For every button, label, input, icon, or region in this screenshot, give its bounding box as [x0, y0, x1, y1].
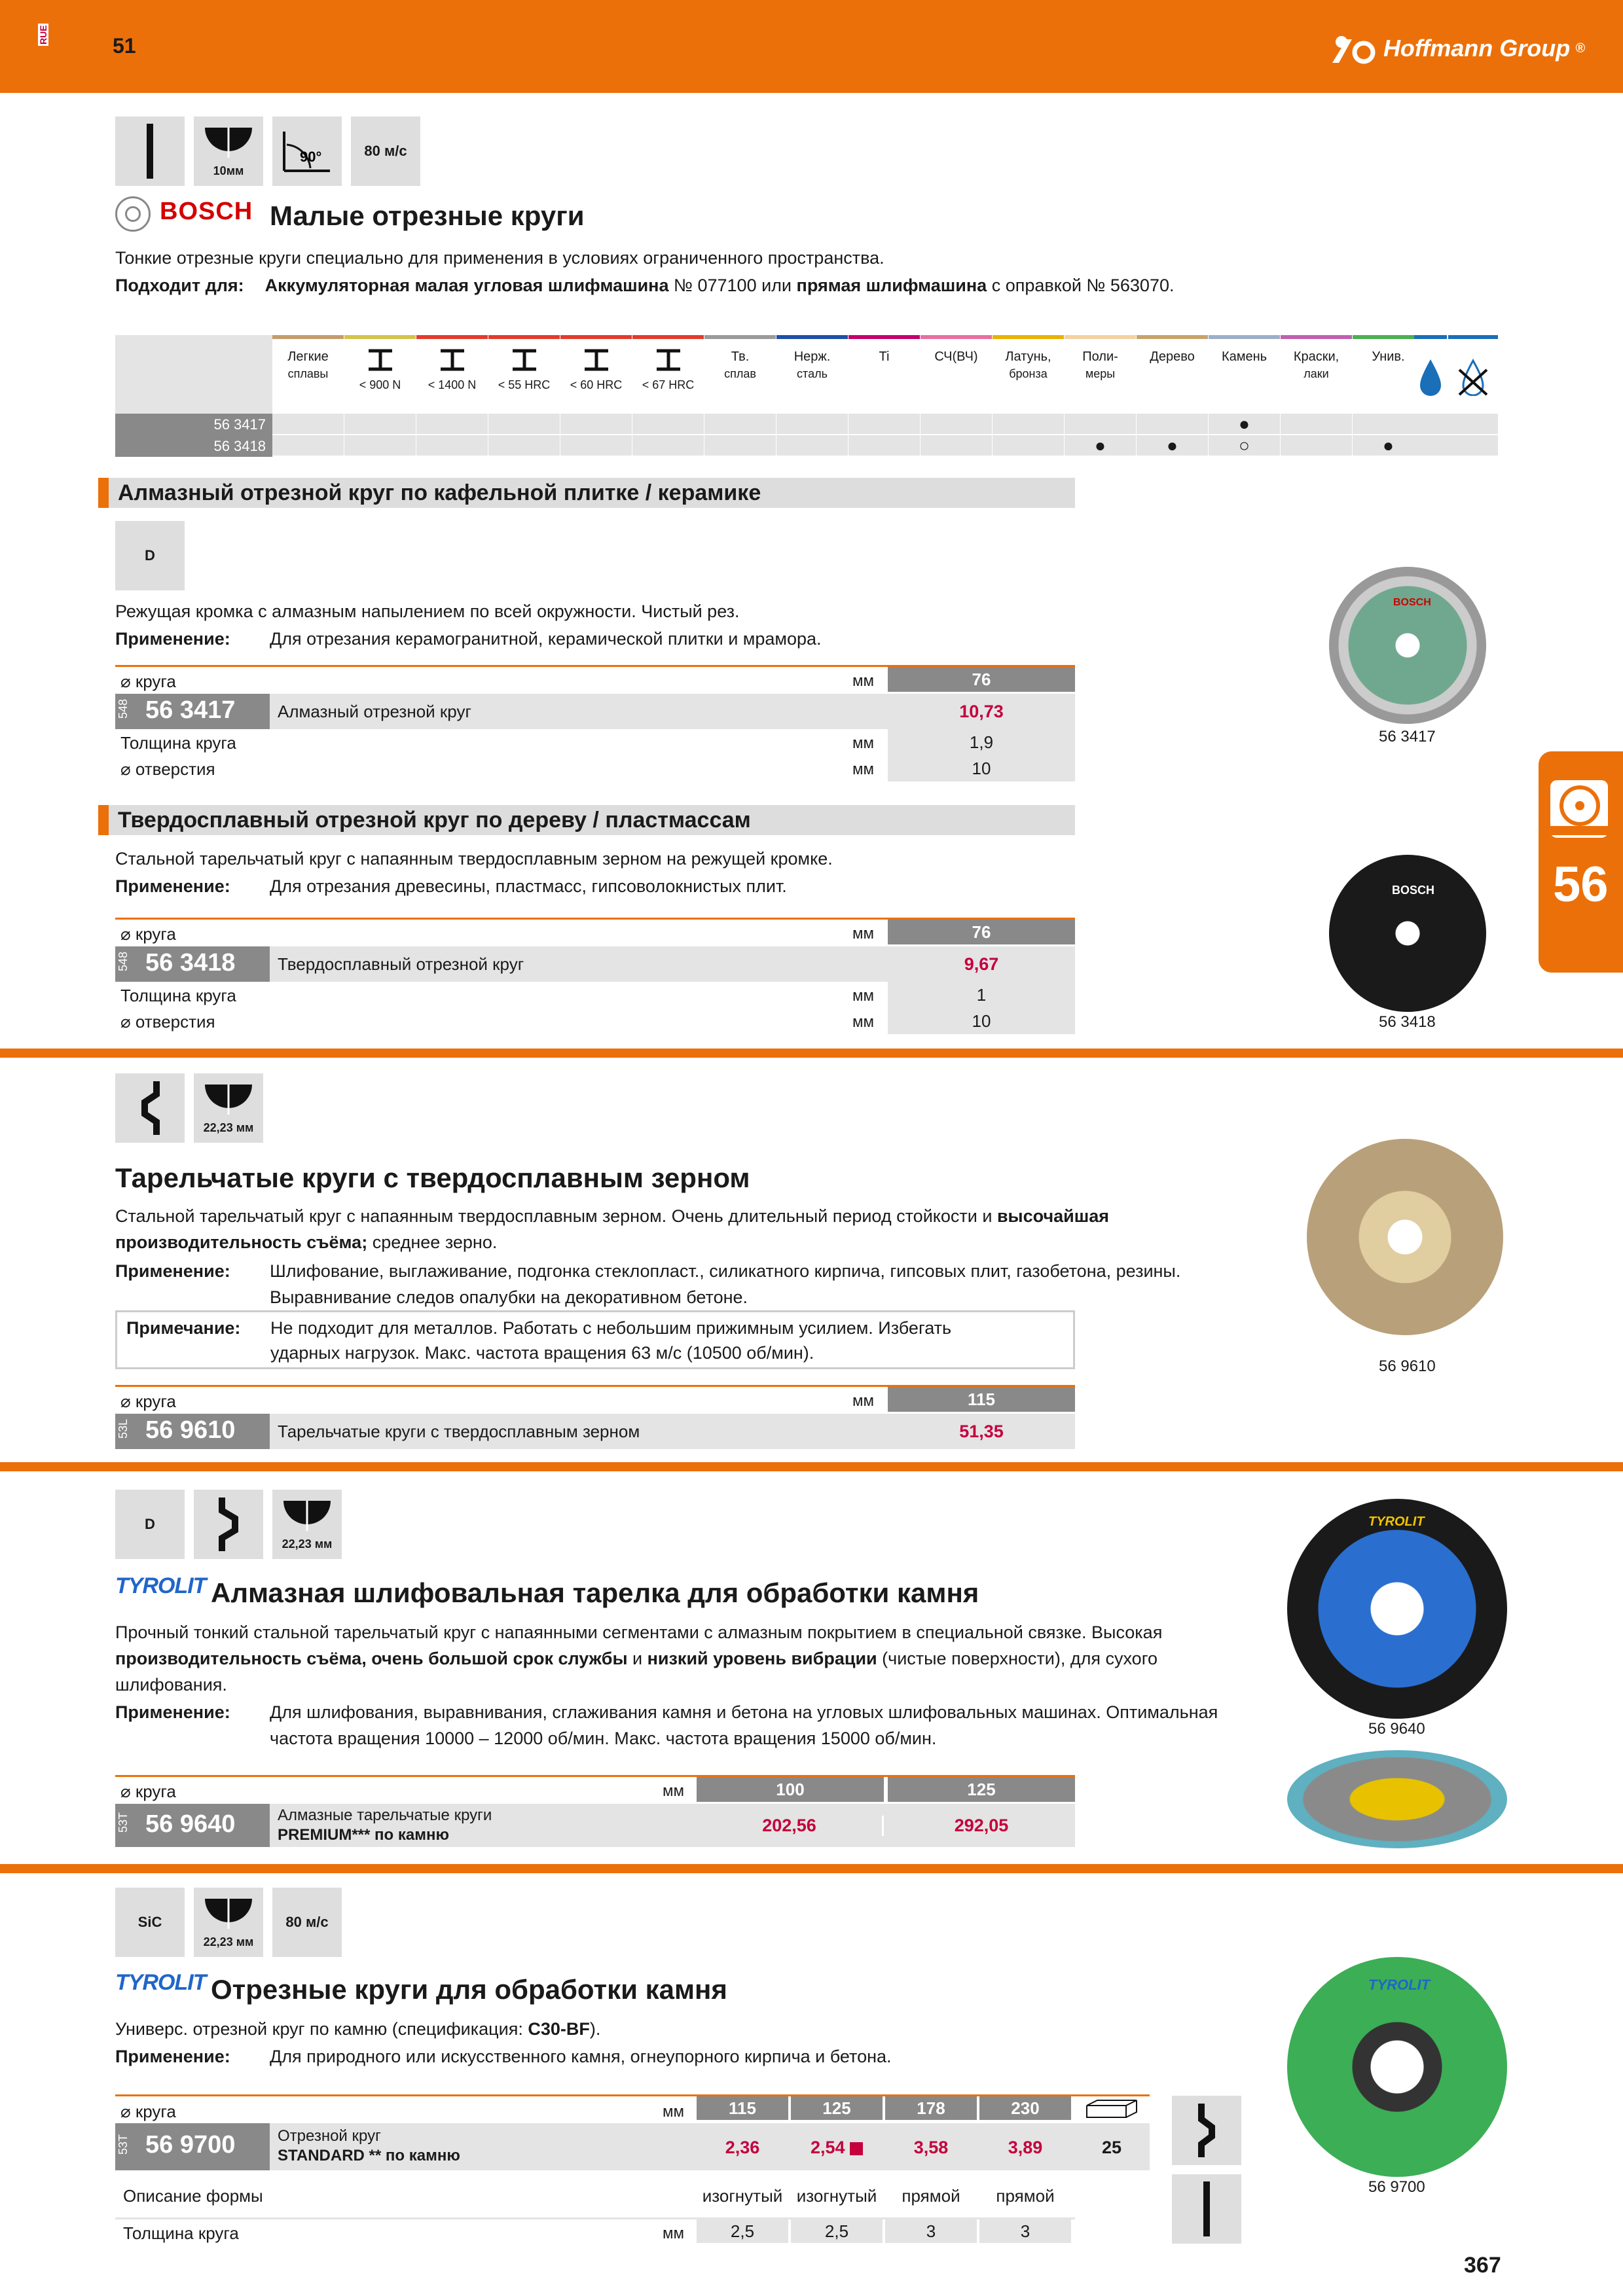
matrix-header-bottom: < 60 HRC	[570, 378, 623, 391]
matrix-header-cell	[272, 335, 344, 414]
section-description: Стальной тарельчатый круг с напаянным твердосплавным зерном на режущей кромке.	[115, 849, 833, 869]
svg-text:90°: 90°	[300, 149, 322, 165]
steel-beam-icon	[582, 348, 611, 372]
matrix-cell	[344, 435, 416, 456]
table-row: Толщина круга мм 1	[115, 982, 1075, 1008]
matrix-cell	[848, 435, 920, 456]
section-title: Тарельчатые круги с твердосплавным зерном	[115, 1162, 750, 1193]
matrix-cell	[632, 435, 704, 456]
image-caption: 56 3418	[1379, 1013, 1436, 1031]
carbide-grit-disc-image	[1307, 1139, 1503, 1335]
table-header-row: ⌀ круга мм 100 125	[115, 1775, 1075, 1804]
matrix-cell	[776, 414, 848, 434]
depressed-shape-icon	[1172, 2096, 1241, 2165]
matrix-cell	[993, 414, 1064, 434]
chapter-number: 56	[1553, 857, 1609, 912]
table-row[interactable]: 53T 56 9640 Алмазные тарельчатые круги PREMIUM*** по камню 202,56 292,05	[115, 1804, 1075, 1847]
matrix-header-bottom: < 67 HRC	[642, 378, 695, 391]
flat-shape-icon	[1172, 2174, 1241, 2244]
suitability-mark: ●	[1209, 414, 1280, 434]
steel-beam-icon	[438, 348, 467, 372]
language-code: RUE	[38, 25, 48, 45]
suitability-mark: ○	[1209, 435, 1280, 456]
fits-for: Подходит для: Аккумуляторная малая угловая шлифмашина № 077100 или прямая шлифмашина с оправкой № 563070.	[115, 276, 1175, 295]
page-number-left: 51	[113, 34, 136, 58]
page-number-right: 367	[1464, 2253, 1501, 2278]
matrix-header-bottom: сплавы	[287, 367, 329, 380]
section-title: Отрезные круги для обработки камня	[211, 1974, 727, 2005]
matrix-header-cell	[1065, 335, 1136, 414]
depressed-center-icon	[115, 1073, 185, 1143]
matrix-header-bottom: < 1400 N	[428, 378, 477, 391]
cup-shape-icon	[194, 1490, 263, 1559]
matrix-cell	[1065, 414, 1136, 434]
article-cell: 53T 56 9640	[115, 1804, 270, 1847]
steel-beam-icon	[510, 348, 539, 372]
matrix-header-bottom: лаки	[1304, 367, 1329, 380]
matrix-header-cell	[560, 335, 632, 414]
diamond-icon: D	[115, 521, 185, 590]
table-header-row: ⌀ круга мм 115 125 178 230	[115, 2094, 1150, 2123]
matrix-header-cell	[1353, 335, 1424, 414]
matrix-cell	[776, 435, 848, 456]
table-row[interactable]: 53T 56 9700 Отрезной круг STANDARD ** по камню 2,36 2,54 3,58 3,89 25	[115, 2123, 1150, 2170]
matrix-cell	[416, 435, 488, 456]
section-description: Универс. отрезной круг по камню (спецификация: C30-BF).	[115, 2019, 601, 2039]
speed-icon: 80 м/с	[272, 1888, 342, 1957]
matrix-header-cell	[848, 335, 920, 414]
subsection-title: Твердосплавный отрезной круг по дереву / пластмассам	[98, 805, 1075, 835]
matrix-cell	[272, 414, 344, 434]
matrix-header-cell	[1137, 335, 1208, 414]
article-cell: 53T 56 9700	[115, 2123, 270, 2170]
steel-beam-icon	[654, 348, 683, 372]
matrix-header-top: Нерж.	[793, 350, 831, 364]
bore-size: 10мм	[213, 164, 244, 177]
section-description: Стальной тарельчатый круг с напаянным твердосплавным зерном. Очень длительный период стойкости и высочайшая производительность съёма; среднее зерно.	[115, 1206, 1110, 1252]
application-text: Для отрезания керамогранитной, керамической плитки и мрамора.	[270, 629, 822, 649]
matrix-extra-cells	[1414, 414, 1498, 457]
table-row[interactable]: 548 56 3418 Твердосплавный отрезной круг 9,67	[115, 946, 1075, 982]
matrix-header-cell	[776, 335, 848, 414]
application: Применение:	[115, 629, 230, 649]
brand-tyrolit: TYROLIT	[115, 1573, 206, 1598]
table-header-row: ⌀ круга мм 76	[115, 918, 1075, 946]
matrix-header-top: Камень	[1221, 350, 1267, 364]
suitability-mark: ●	[1353, 435, 1424, 456]
matrix-header-cell	[704, 335, 776, 414]
matrix-header-bottom: < 900 N	[359, 378, 401, 391]
matrix-header-top: Ti	[879, 350, 890, 364]
matrix-cell	[560, 414, 632, 434]
package-icon	[1074, 2098, 1146, 2121]
application: Применение:	[115, 2047, 230, 2066]
table-row[interactable]: 548 56 3417 Алмазный отрезной круг 10,73	[115, 694, 1075, 729]
subsection-title: Алмазный отрезной круг по кафельной плитке / керамике	[98, 478, 1075, 508]
matrix-cell	[344, 414, 416, 434]
application-text: Для шлифования, выравнивания, сглаживания камня и бетона на угловых шлифовальных машинах. Оптимальная частота вращения 10000 – 12000 об/мин. Макс. частота вращения 15000 об/мин.	[270, 1702, 1218, 1748]
bosch-logo-icon	[115, 196, 151, 232]
matrix-header-cell	[632, 335, 704, 414]
brand-tyrolit: TYROLIT	[115, 1970, 206, 1995]
speed-icon	[351, 117, 420, 186]
price-with-marker: 2,54	[791, 2138, 883, 2158]
diamond-cup-disc-image: TYROLIT	[1287, 1499, 1507, 1719]
table-row: Описание формы изогнутый изогнутый прямой прямой	[123, 2186, 1055, 2206]
matrix-row-art: 56 3418	[115, 435, 272, 457]
table-header-row: ⌀ круга мм 76	[115, 665, 1075, 694]
stone-cutting-disc-image: TYROLIT	[1287, 1957, 1507, 2177]
logo-reg: ®	[1575, 41, 1585, 56]
section-divider	[0, 1462, 1623, 1471]
section-description: Прочный тонкий стальной тарельчатый круг с напаянными сегментами с алмазным покрытием в специальной связке. Высокая производительность съёма, очень большой срок службы и низкий уровень вибрации (чистые поверхности), для сухого шлифования.	[115, 1623, 1163, 1695]
application: Применение:	[115, 1702, 230, 1722]
section-divider	[0, 1864, 1623, 1873]
logo-text: Hoffmann Group	[1383, 35, 1571, 62]
bore-icon: 22,23 мм	[272, 1490, 342, 1559]
matrix-header-bottom: сталь	[797, 367, 828, 380]
matrix-header-bottom: < 55 HRC	[498, 378, 551, 391]
bore-icon	[194, 117, 263, 186]
matrix-header-cell	[993, 335, 1064, 414]
table-header-row: ⌀ круга мм 115	[115, 1385, 1075, 1414]
matrix-cell	[704, 414, 776, 434]
matrix-cell	[921, 414, 992, 434]
chapter-tab[interactable]	[1539, 751, 1623, 973]
image-caption: 56 3417	[1379, 728, 1436, 745]
matrix-corner	[115, 335, 272, 414]
table-row: Толщина круга мм 2,5 2,5 3 3	[115, 2217, 1075, 2244]
diamond-cup-side-image	[1287, 1750, 1507, 1848]
thin-disc-icon	[115, 117, 185, 186]
matrix-cell	[560, 435, 632, 456]
matrix-header-cell	[921, 335, 992, 414]
matrix-cell	[921, 435, 992, 456]
table-row[interactable]: 53L 56 9610 Тарельчатые круги с твердосплавным зерном 51,35	[115, 1414, 1075, 1449]
application-text: Для природного или искусственного камня, огнеупорного кирпича и бетона.	[270, 2047, 892, 2066]
matrix-cell	[488, 414, 560, 434]
matrix-header-top: Краски,	[1293, 350, 1340, 364]
matrix-cell	[1137, 414, 1208, 434]
application: Применение:	[115, 876, 230, 896]
hoffmann-logo-icon	[1332, 33, 1378, 64]
matrix-header-top: Легкие	[287, 350, 329, 364]
matrix-header-cell	[416, 335, 488, 414]
matrix-row-art: 56 3417	[115, 414, 272, 435]
matrix-cell	[704, 435, 776, 456]
steel-beam-icon	[366, 348, 395, 372]
dry-icon	[1448, 335, 1498, 414]
bore-icon: 22,23 мм	[194, 1888, 263, 1957]
image-caption: 56 9700	[1368, 2178, 1425, 2196]
matrix-header-cell	[488, 335, 560, 414]
cutting-disc-icon	[1550, 780, 1608, 838]
application-text: Для отрезания древесины, пластмасс, гипсоволокнистых плит.	[270, 876, 787, 896]
table-row: ⌀ отверстия мм 10	[115, 755, 1075, 781]
matrix-header-bottom: бронза	[1009, 367, 1048, 380]
matrix-header-top: Латунь,	[1005, 350, 1051, 364]
image-caption: 56 9640	[1368, 1720, 1425, 1738]
application-text: Шлифование, выглаживание, подгонка стеклопласт., силикатного кирпича, гипсовых плит, газобетона, резины. Выравнивание следов опалубки на декоративном бетоне.	[270, 1261, 1181, 1307]
section-description: Режущая кромка с алмазным напылением по всей окружности. Чистый рез.	[115, 601, 740, 621]
matrix-header-bottom: меры	[1085, 367, 1116, 380]
image-caption: 56 9610	[1379, 1357, 1436, 1375]
angle-icon	[272, 117, 342, 186]
matrix-header-bottom: сплав	[724, 367, 756, 380]
section-title: Алмазная шлифовальная тарелка для обработки камня	[211, 1577, 979, 1608]
bore-icon: 22,23 мм	[194, 1073, 263, 1143]
matrix-header-top: Дерево	[1150, 350, 1195, 364]
article-cell: 548 56 3418	[115, 946, 270, 982]
matrix-cell	[272, 435, 344, 456]
matrix-header-top: СЧ(ВЧ)	[934, 350, 978, 364]
speed-label: 80 м/с	[364, 143, 407, 159]
wet-icon	[1414, 335, 1447, 414]
matrix-cell	[632, 414, 704, 434]
diamond-disc-image: BOSCH	[1329, 567, 1486, 724]
sic-icon: SiC	[115, 1888, 185, 1957]
matrix-cell	[1353, 414, 1424, 434]
article-cell: 548 56 3417	[115, 694, 270, 729]
hoffmann-logo	[1332, 33, 1585, 64]
matrix-cell	[488, 435, 560, 456]
section-title: Малые отрезные круги	[270, 200, 585, 231]
table-row: Толщина круга мм 1,9	[115, 729, 1075, 755]
matrix-cell	[1281, 414, 1352, 434]
application: Применение:	[115, 1261, 230, 1281]
table-row: ⌀ отверстия мм 10	[115, 1008, 1075, 1034]
suitability-mark: ●	[1065, 435, 1136, 456]
matrix-header-cell	[1281, 335, 1352, 414]
section-divider	[0, 1049, 1623, 1058]
matrix-header-top: Поли-	[1082, 350, 1118, 364]
matrix-header-cell	[1209, 335, 1280, 414]
brand-bosch: BOSCH	[160, 198, 253, 225]
matrix-cell	[416, 414, 488, 434]
matrix-cell	[1281, 435, 1352, 456]
article-cell: 53L 56 9610	[115, 1414, 270, 1449]
matrix-cell	[848, 414, 920, 434]
note-box: Примечание: Не подходит для металлов. Работать с небольшим прижимным усилием. Избегать ударных нагрузок. Макс. частота вращения 63 м/с (10500 об/мин).	[115, 1310, 1075, 1369]
suitability-mark: ●	[1137, 435, 1208, 456]
diamond-icon: D	[115, 1490, 185, 1559]
matrix-cell	[993, 435, 1064, 456]
matrix-header-top: Тв.	[731, 350, 750, 364]
section-description: Тонкие отрезные круги специально для применения в условиях ограниченного пространства.	[115, 248, 884, 268]
carbide-disc-image: BOSCH	[1329, 855, 1486, 1012]
matrix-header-cell	[344, 335, 416, 414]
matrix-header-top: Унив.	[1372, 350, 1405, 364]
